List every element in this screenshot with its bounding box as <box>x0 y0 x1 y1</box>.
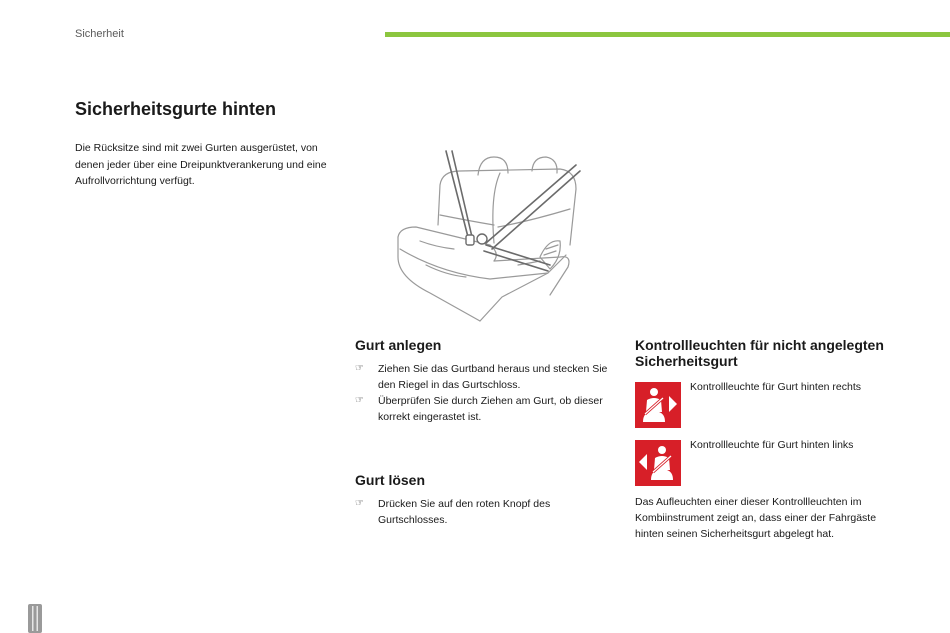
warning-light-label-right: Kontrollleuchte für Gurt hinten rechts <box>690 381 862 393</box>
page-tab-marker <box>28 604 42 633</box>
seatbelt-warning-right-icon <box>635 382 681 428</box>
step-text: Überprüfen Sie durch Ziehen am Gurt, ob dieser korrekt eingerastet ist. <box>378 395 603 423</box>
warning-lights-heading: Kontrollleuchten für nicht angelegten Sicherheitsgurt <box>635 337 884 369</box>
fastening-section <box>355 337 615 425</box>
section-label: Sicherheit <box>75 28 124 40</box>
page-title: Sicherheitsgurte hinten <box>75 99 277 119</box>
pointing-hand-icon: ☞ <box>355 363 364 374</box>
unfastening-heading: Gurt lösen <box>355 472 426 488</box>
rear-seat-belt-illustration <box>390 145 590 325</box>
fastening-heading: Gurt anlegen <box>355 337 442 353</box>
header-accent-bar <box>385 32 950 37</box>
list-item <box>355 393 615 425</box>
pointing-hand-icon: ☞ <box>355 498 364 509</box>
unfastening-steps <box>355 496 615 528</box>
list-item <box>355 361 615 393</box>
step-text: Ziehen Sie das Gurtband heraus und stecken Sie den Riegel in das Gurtschloss. <box>378 363 608 391</box>
warning-light-label-left: Kontrollleuchte für Gurt hinten links <box>690 439 854 451</box>
warning-lights-section <box>635 337 915 369</box>
fastening-steps <box>355 361 615 425</box>
warning-lights-note: Das Aufleuchten einer dieser Kontrollleuchten im Kombiinstrument zeigt an, dass einer der Fahrgäste hinten seinen Sicherheitsgurt abgelegt hat. <box>635 496 877 540</box>
list-item <box>355 496 615 528</box>
pointing-hand-icon: ☞ <box>355 395 364 406</box>
step-text: Drücken Sie auf den roten Knopf des Gurtschlosses. <box>378 498 551 526</box>
intro-text: Die Rücksitze sind mit zwei Gurten ausgerüstet, von denen jeder über eine Dreipunktverankerung und eine Aufrollvorrichtung verfügt. <box>75 142 327 187</box>
seatbelt-warning-left-icon <box>635 440 681 486</box>
unfastening-section <box>355 472 615 528</box>
